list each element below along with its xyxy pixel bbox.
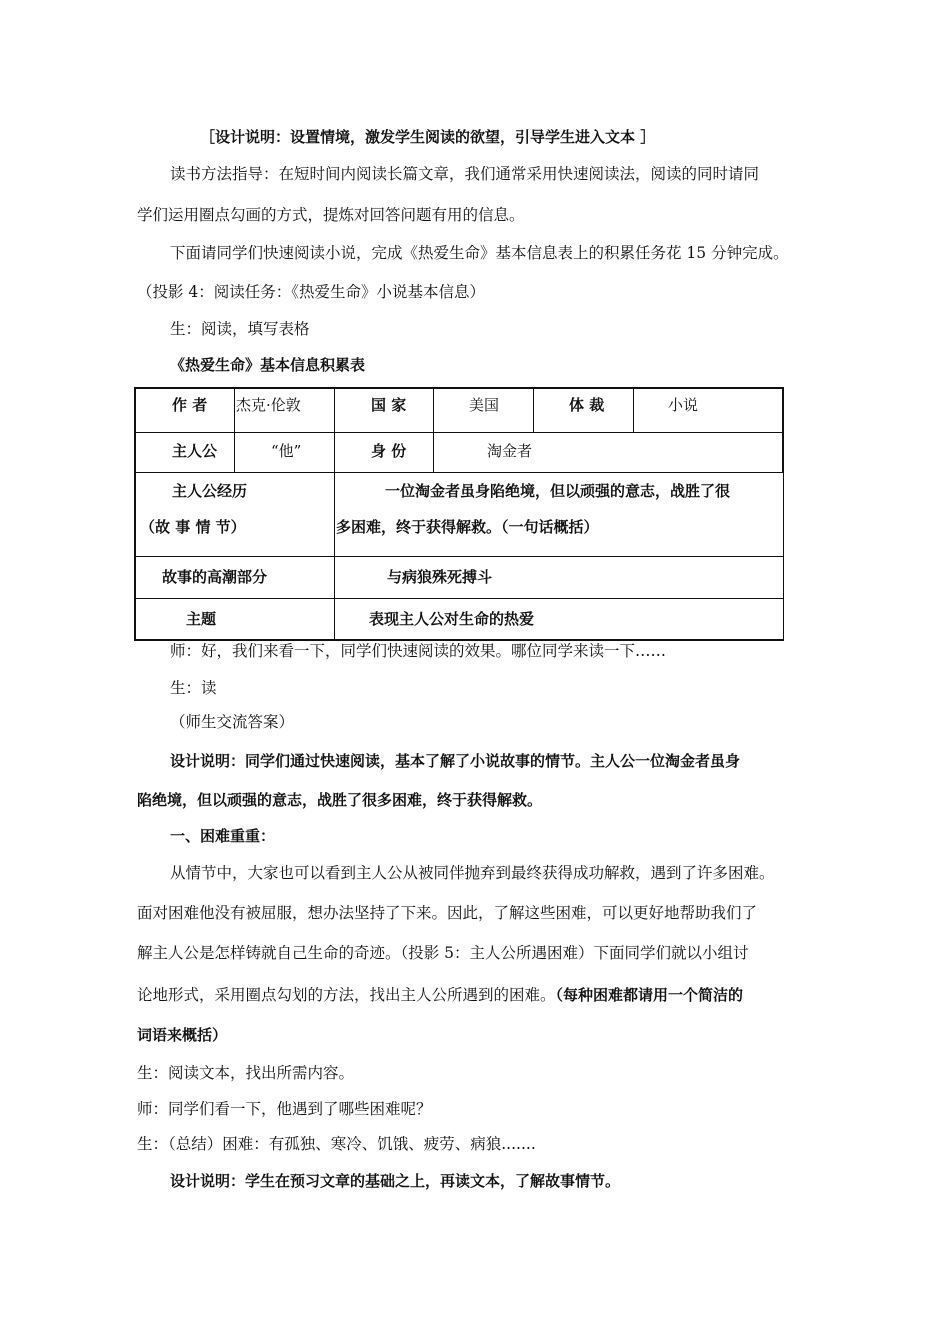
- country-label-cell: [335, 388, 434, 432]
- design-note-3: 设计说明：学生在预习文章的基础之上，再读文本，了解故事情节。: [170, 1172, 621, 1190]
- climax-label: 故事的高潮部分: [162, 567, 268, 586]
- design-note-1: ［设计说明：设置情境，激发学生阅读的欲望，引导学生进入文本 ］: [200, 128, 656, 146]
- country-value: 美国: [469, 396, 500, 414]
- exchange-note: （师生交流答案）: [170, 713, 295, 731]
- experience-label: 主人公经历: [172, 481, 248, 500]
- paragraph-line-1: 从情节中，大家也可以看到主人公从被同伴抛弃到最终获得成功解救，遇到了许多困难。: [170, 864, 775, 882]
- country-label: 国 家: [371, 396, 407, 414]
- projection-4: （投影 4：阅读任务：《热爱生命》小说基本信息）: [137, 283, 486, 301]
- reading-method-line-2: 学们运用圈点勾画的方式，提炼对回答问题有用的信息。: [137, 206, 525, 224]
- experience-value-line-2: 多困难，终于获得解救。（一句话概括）: [336, 517, 599, 536]
- paragraph-line-2: 面对困难他没有被屈服，想办法坚持了下来。因此，了解这些困难，可以更好地帮助我们了: [137, 904, 758, 922]
- genre-value: 小说: [668, 396, 699, 414]
- author-value: 杰克·伦敦: [236, 396, 301, 414]
- paragraph-line-3: 解主人公是怎样铸就自己生命的奇迹。（投影 5：主人公所遇困难）下面同学们就以小组讨: [137, 944, 749, 962]
- author-value-cell: [235, 388, 335, 432]
- student-reply-3: 生：阅读文本，找出所需内容。: [137, 1064, 355, 1082]
- design-note-2-line-1: 设计说明：同学们通过快速阅读，基本了解了小说故事的情节。主人公一位淘金者虽身: [170, 752, 741, 770]
- experience-label-sub: （故 事 情 节）: [140, 517, 246, 536]
- teacher-line-2: 师：同学们看一下，他遇到了哪些困难呢？: [137, 1100, 432, 1118]
- experience-value-line-1: 一位淘金者虽身陷绝境，但以顽强的意志，战胜了很: [385, 481, 731, 500]
- design-note-2-line-2: 陷绝境，但以顽强的意志，战胜了很多困难，终于获得解救。: [137, 791, 543, 809]
- climax-label-cell: [135, 556, 335, 598]
- teacher-line-1: 师：好，我们来看一下，同学们快速阅读的效果。哪位同学来读一下……: [170, 642, 667, 660]
- protagonist-label-cell: [135, 432, 235, 472]
- task-intro: 下面请同学们快速阅读小说，完成《热爱生命》基本信息表上的积累任务花 15 分钟完成。: [170, 244, 789, 262]
- info-table: [134, 387, 784, 641]
- theme-value-cell: [335, 598, 784, 640]
- student-reply-2: 生：读: [170, 679, 217, 697]
- section-heading-1: 一、困难重重：: [170, 827, 276, 845]
- paragraph-line-4-text: 论地形式，采用圈点勾划的方法，找出主人公所遇到的困难。: [137, 986, 556, 1004]
- protagonist-value: “他”: [271, 441, 302, 460]
- table-title: 《热爱生命》基本信息积累表: [170, 356, 366, 374]
- climax-value-cell: [335, 556, 784, 598]
- theme-label: 主题: [186, 609, 217, 628]
- protagonist-value-cell: [235, 432, 335, 472]
- paragraph-line-4-bold: （每种困难都请用一个简洁的: [555, 986, 744, 1004]
- protagonist-label: 主人公: [172, 441, 218, 460]
- identity-value-cell: [434, 432, 784, 472]
- country-value-cell: [434, 388, 534, 432]
- theme-value: 表现主人公对生命的热爱: [369, 609, 535, 628]
- theme-label-cell: [135, 598, 335, 640]
- paragraph-line-5: 词语来概括）: [137, 1026, 228, 1044]
- genre-label-cell: [534, 388, 634, 432]
- identity-label: 身 份: [371, 441, 407, 460]
- identity-value: 淘金者: [487, 441, 533, 460]
- identity-label-cell: [335, 432, 434, 472]
- climax-value: 与病狼殊死搏斗: [387, 567, 493, 586]
- reading-method-line-1: 读书方法指导：在短时间内阅读长篇文章，我们通常采用快速阅读法，阅读的同时请同: [170, 165, 760, 183]
- experience-value-cell: [335, 472, 784, 556]
- student-reply-4: 生：（总结）困难：有孤独、寒冷、饥饿、疲劳、病狼.......: [137, 1135, 536, 1153]
- author-label-cell: [135, 388, 235, 432]
- student-reply-1: 生：阅读，填写表格: [170, 320, 310, 338]
- paragraph-line-4: [137, 985, 743, 1005]
- genre-label: 体 裁: [569, 396, 605, 414]
- author-label: 作 者: [172, 396, 208, 414]
- genre-value-cell: [634, 388, 784, 432]
- experience-label-cell: [135, 472, 335, 556]
